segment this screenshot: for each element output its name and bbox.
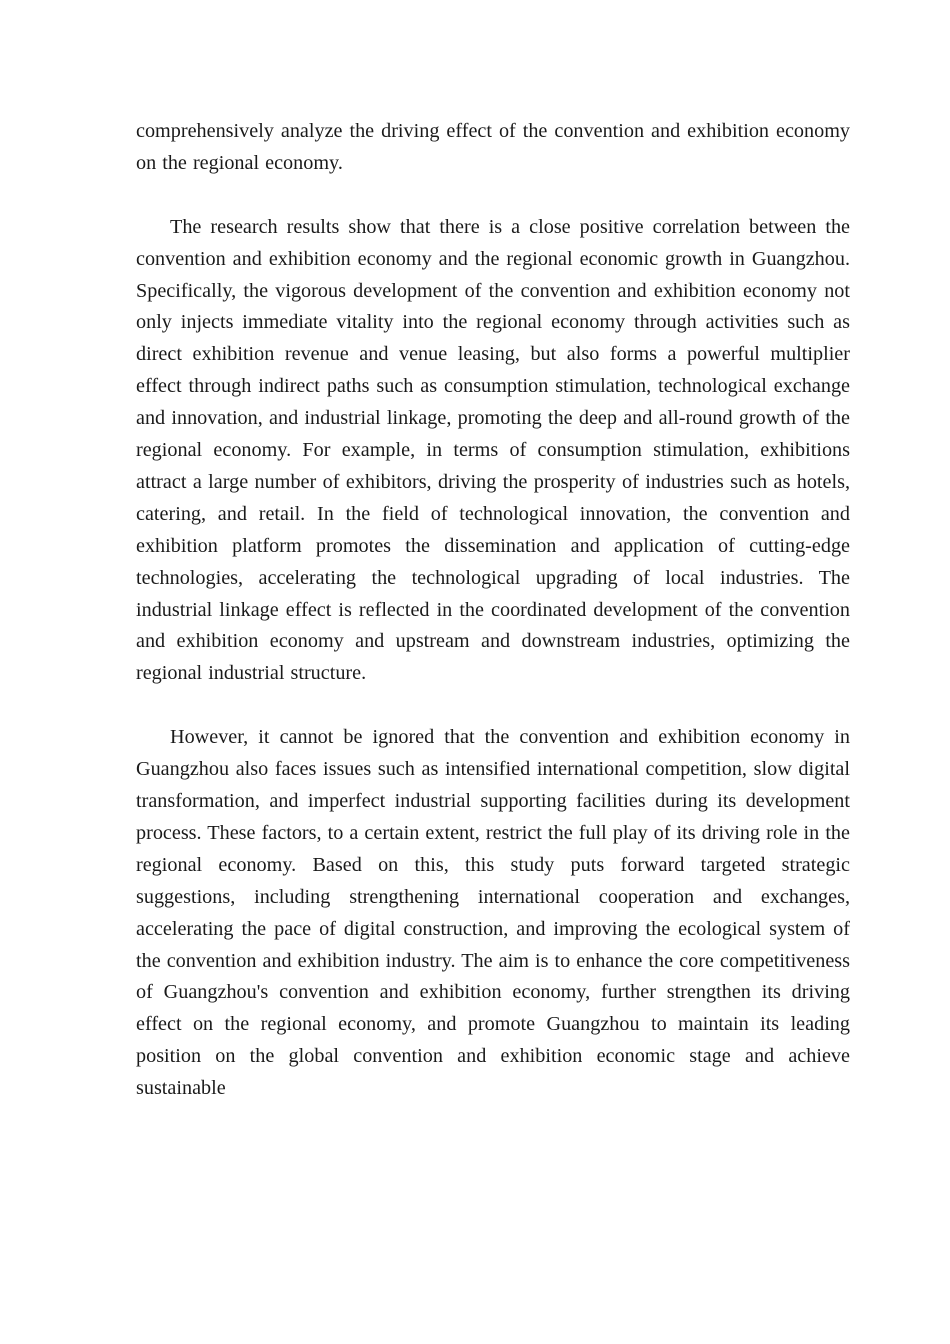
body-text [136, 116, 850, 1137]
paragraph-continuation: comprehensively analyze the driving effect of the convention and exhibition economy on the regional economy. [136, 120, 850, 174]
paragraph-challenges: However, it cannot be ignored that the convention and exhibition economy in Guangzhou also faces issues such as intensified international competition, slow digital transformation, and imperfect industrial supporting facilities during its development process. These factors, to a certain extent, restrict the full play of its driving role in the regional economy. Based on this, this study puts forward targeted strategic suggestions, including strengthening international cooperation and exchanges, accelerating the pace of digital construction, and improving the ecological system of the convention and exhibition industry. The aim is to enhance the core competitiveness of Guangzhou's convention and exhibition economy, further strengthen its driving effect on the regional economy, and promote Guangzhou to maintain its leading position on the global convention and exhibition economic stage and achieve sustainable [136, 726, 850, 1100]
paragraph-research-results: The research results show that there is a close positive correlation between the convention and exhibition economy and the regional economic growth in Guangzhou. Specifically, the vigorous development of the convention and exhibition economy not only injects immediate vitality into the regional economy through activities such as direct exhibition revenue and venue leasing, but also forms a powerful multiplier effect through indirect paths such as consumption stimulation, technological exchange and innovation, and industrial linkage, promoting the deep and all-round growth of the regional economy. For example, in terms of consumption stimulation, exhibitions attract a large number of exhibitors, driving the prosperity of industries such as hotels, catering, and retail. In the field of technological innovation, the convention and exhibition platform promotes the dissemination and application of cutting-edge technologies, accelerating the technological upgrading of local industries. The industrial linkage effect is reflected in the coordinated development of the convention and exhibition economy and upstream and downstream industries, optimizing the regional industrial structure. [136, 215, 850, 685]
